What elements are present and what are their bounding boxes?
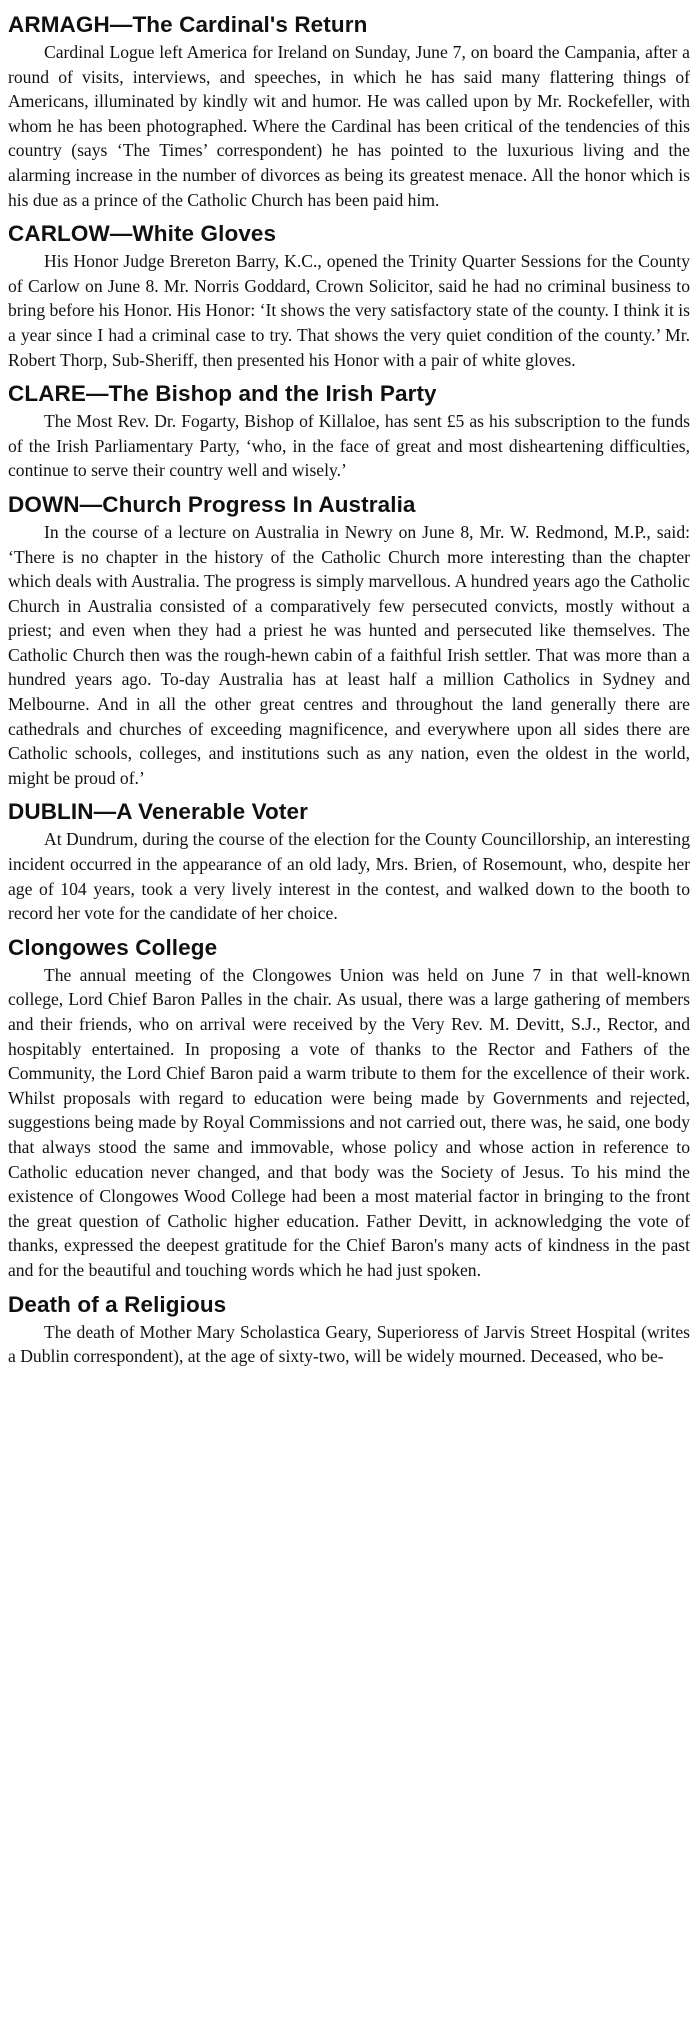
headline: Death of a Religious [8,1291,227,1317]
article-dublin [8,797,690,925]
article-armagh [8,10,690,212]
article-body: The Most Rev. Dr. Fogarty, Bishop of Killaloe, has sent £5 as his subscription to the funds of the Irish Parliamentary Party, ‘who, in the face of great and most disheartening difficulties, continue to serve their country well and wisely.’ [8,411,690,481]
headline: ARMAGH—The Cardinal's Return [8,12,368,37]
article-body: In the course of a lecture on Australia in Newry on June 8, Mr. W. Redmond, M.P., said: ‘There is no chapter in the history of the Catholic Church more interesting than the chapter which deals with Australia. The progress is simply marvellous. A hundred years ago the Catholic Church in Australia consisted of a comparatively few persecuted convicts, mostly without a priest; and even when they had a priest he was hunted and persecuted like themselves. The Catholic Church then was the rough-hewn cabin of a faithful Irish settler. That was more than a hundred years ago. To-day Australia has at least half a million Catholics in Sydney and Melbourne. And in all the other great centres and throughout the land generally there are cathedrals and churches of exceeding magnificence, and everywhere upon all sides there are Catholic schools, colleges, and institutions such as any nation, even the oldest in the world, might be proud of.’ [8,521,690,788]
headline: DOWN—Church Progress In Australia [8,491,416,517]
article-carlow [8,219,690,372]
headline: CARLOW—White Gloves [8,221,277,247]
article-body: The death of Mother Mary Scholastica Geary, Superioress of Jarvis Street Hospital (writes a Dublin correspondent), at the age of sixty-two, will be widely mourned. Deceased, who be- [8,1321,690,1367]
headline: Clongowes College [8,934,218,960]
article-clare [8,379,690,483]
article-body: Cardinal Logue left America for Ireland on Sunday, June 7, on board the Campania, after a round of visits, interviews, and speeches, in which he has said many flattering things of Americans, illuminated by kindly wit and humor. He was called upon by Mr. Rockefeller, with whom he has been photographed. Where the Cardinal has been critical of the tendencies of this country (says ‘The Times’ correspondent) he has pointed to the luxurious living and the alarming increase in the number of divorces as being its greatest menace. All the honor which is his due as a prince of the Catholic Church has been paid him. [8,42,690,210]
article-clongowes [8,933,690,1283]
headline: CLARE—The Bishop and the Irish Party [8,381,437,407]
article-body: The annual meeting of the Clongowes Union was held on June 7 in that well-known college, Lord Chief Baron Palles in the chair. As usual, there was a large gathering of members and their friends, who on arrival were received by the Very Rev. M. Devitt, S.J., Rector, and hospitably entertained. In proposing a vote of thanks to the Rector and Fathers of the Community, the Lord Chief Baron paid a warm tribute to them for the excellence of their work. Whilst proposals with regard to education were being made by Governments and rejected, suggestions being made by Royal Commissions and not carried out, there was, he said, one body that always stood the same and immovable, whose policy and whose action in reference to Catholic education never changed, and that body was the Society of Jesus. To his mind the existence of Clongowes Wood College had been a most material factor in bringing to the front the great question of Catholic higher education. Father Devitt, in acknowledging the vote of thanks, expressed the deepest gratitude for the Chief Baron's many acts of kindness in the past and for the beautiful and touching words which he had just spoken. [8,964,690,1280]
article-death-of-religious [8,1290,690,1369]
article-body: His Honor Judge Brereton Barry, K.C., opened the Trinity Quarter Sessions for the County of Carlow on June 8. Mr. Norris Goddard, Crown Solicitor, said he had no criminal business to bring before his Honor. His Honor: ‘It shows the very satisfactory state of the county. I think it is a year since I had a criminal case to try. That shows the very quiet condition of the county.’ Mr. Robert Thorp, Sub-Sheriff, then presented his Honor with a pair of white gloves. [8,251,690,370]
article-body: At Dundrum, during the course of the election for the County Councillorship, an interesting incident occurred in the appearance of an old lady, Mrs. Brien, of Rosemount, who, despite her age of 104 years, took a very lively interest in the contest, and walked down to the booth to record her vote for the candidate of her choice. [8,829,690,924]
headline: DUBLIN—A Venerable Voter [8,799,308,825]
article-down [8,490,690,791]
